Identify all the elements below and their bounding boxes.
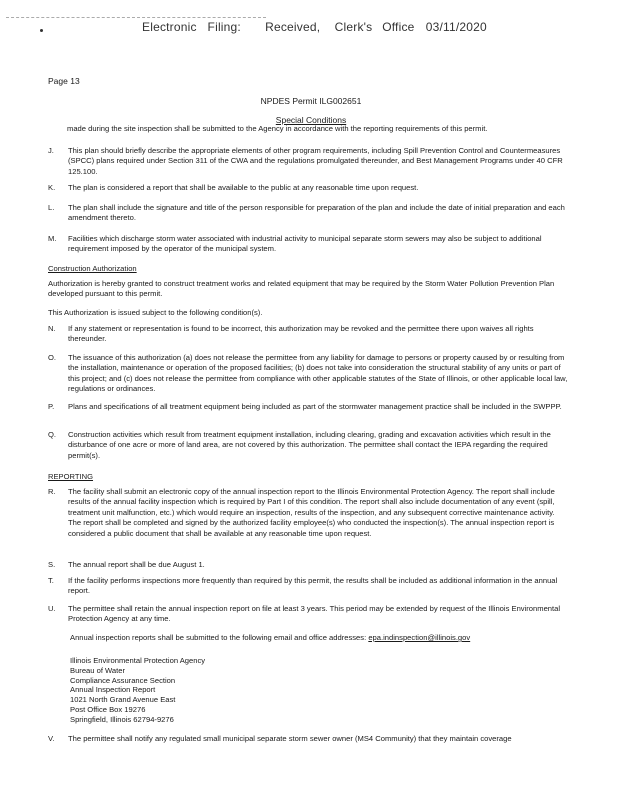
address-line: Springfield, Illinois 62794-9276: [70, 714, 174, 724]
permit-title: NPDES Permit ILG002651: [260, 96, 362, 106]
item-text: Plans and specifications of all treatment equipment being included as part of the stormwater management practice shall be included in the SWPPP.: [68, 402, 562, 411]
construction-heading: Construction Authorization: [48, 264, 137, 273]
address-line: Post Office Box 19276: [70, 704, 146, 714]
item-letter: N.: [48, 324, 56, 333]
list-item: [48, 324, 570, 346]
construction-paragraph: Authorization is hereby granted to construct treatment works and related equipment that may be required by the Storm Water Pollution Prevention Plan developed pursuant to this permit.: [48, 279, 555, 299]
mailing-address: [70, 656, 205, 725]
stamp-date: 03/11/2020: [425, 20, 487, 34]
address-line: Bureau of Water: [70, 665, 126, 675]
scan-artifact-dot: [40, 29, 43, 32]
list-item: [48, 183, 570, 195]
address-line: Compliance Assurance Section: [70, 675, 176, 685]
page-label: Page 13: [48, 76, 80, 86]
stamp-word: Filing:: [207, 20, 241, 34]
item-text: The annual report shall be due August 1.: [68, 560, 205, 569]
item-letter: S.: [48, 560, 56, 569]
list-item: [48, 353, 570, 395]
stamp-word: Office: [382, 20, 415, 34]
reporting-heading: REPORTING: [48, 472, 94, 481]
filing-stamp: [142, 20, 487, 34]
item-letter: K.: [48, 183, 56, 192]
item-text: The facility shall submit an electronic copy of the annual inspection report to the Illinois Environmental Protection Agency. The report shall include results of the annual facility inspection which is required by Part I of this condition. The report shall also include documentation of any event (spill, treatment unit malfunction, etc.) which would require an inspection, results of the inspection, and any subsequent corrective maintenance activity. The report shall be completed and signed by the authorized facility employee(s) who conducted the inspection(s). The annual inspection report is considered a public document that shall be available at any reasonable time upon request.: [68, 487, 555, 538]
list-item: [48, 560, 570, 572]
stamp-word: Clerk's: [334, 20, 373, 34]
item-letter: U.: [48, 604, 56, 613]
list-item: [48, 487, 570, 549]
item-text: The permittee shall notify any regulated small municipal separate storm sewer owner (MS4 Community) that they maintain coverage: [68, 734, 512, 743]
item-text: The plan shall include the signature and title of the person responsible for preparation of the plan and include the date of initial preparation and each amendment thereto.: [68, 203, 565, 223]
item-letter: R.: [48, 487, 56, 496]
item-letter: L.: [48, 203, 55, 212]
item-text: If the facility performs inspections more frequently than required by this permit, the results shall be included as additional information in the annual report.: [68, 576, 558, 596]
continuation-text: made during the site inspection shall be submitted to the Agency in accordance with the reporting requirements of this permit.: [67, 124, 488, 133]
item-text: This plan should briefly describe the appropriate elements of other program requirements, including Spill Prevention Control and Countermeasures (SPCC) plans required under Section 311 of the CWA and the regulations promulgated thereunder, and Best Management Programs under 40 CFR 125.100.: [68, 146, 563, 176]
stamp-word: Received,: [265, 20, 321, 34]
item-letter: T.: [48, 576, 54, 585]
address-line: 1021 North Grand Avenue East: [70, 695, 176, 705]
item-letter: V.: [48, 734, 55, 743]
list-item: [48, 576, 570, 598]
item-text: Facilities which discharge storm water associated with industrial activity to municipal separate storm sewers may also be subject to additional requirement imposed by the operator of the municipal system.: [68, 234, 542, 254]
submission-text: Annual inspection reports shall be submitted to the following email and office addresses:: [70, 633, 367, 642]
construction-paragraph: This Authorization is issued subject to the following condition(s).: [48, 308, 263, 317]
item-letter: O.: [48, 353, 57, 362]
list-item: [48, 203, 570, 225]
list-item: [48, 402, 570, 424]
submission-note: [70, 633, 570, 643]
list-item: [48, 604, 570, 626]
list-item: [48, 146, 570, 176]
scan-artifact-line: [6, 17, 266, 19]
item-text: If any statement or representation is found to be incorrect, this authorization may be revoked and the permittee there upon waives all rights thereunder.: [68, 324, 534, 344]
item-text: The permittee shall retain the annual inspection report on file at least 3 years. This period may be extended by request of the Illinois Environmental Protection Agency at any time.: [68, 604, 561, 624]
address-line: Annual Inspection Report: [70, 685, 156, 695]
item-letter: M.: [48, 234, 57, 243]
section-title: Special Conditions: [275, 115, 347, 125]
list-item: [48, 430, 570, 462]
item-letter: J.: [48, 146, 54, 155]
list-item: [48, 234, 570, 256]
address-line: Illinois Environmental Protection Agency: [70, 656, 206, 665]
item-letter: Q.: [48, 430, 57, 439]
item-text: Construction activities which result from treatment equipment installation, including clearing, grading and excavation activities which result in the disturbance of one acre or more of land area, are not covered by this authorization. The permittee shall contact the IEPA regarding the required permit(s).: [68, 430, 551, 460]
item-text: The issuance of this authorization (a) does not release the permittee from any liability for damage to persons or property caused by or resulting from the installation, maintenance or operation of the proposed facilities; (b) does not take into consideration the structural stability of any units or part of this project; and (c) does not release the permittee from compliance with other applicable statutes of the State of Illinois, or other applicable local law, regulations or ordinances.: [68, 353, 568, 394]
stamp-word: Electronic: [142, 20, 197, 34]
item-text: The plan is considered a report that shall be available to the public at any reasonable time upon request.: [68, 183, 419, 192]
list-item: [48, 734, 570, 746]
submission-email-link[interactable]: epa.indinspection@illinois.gov: [368, 633, 471, 642]
item-letter: P.: [48, 402, 55, 411]
